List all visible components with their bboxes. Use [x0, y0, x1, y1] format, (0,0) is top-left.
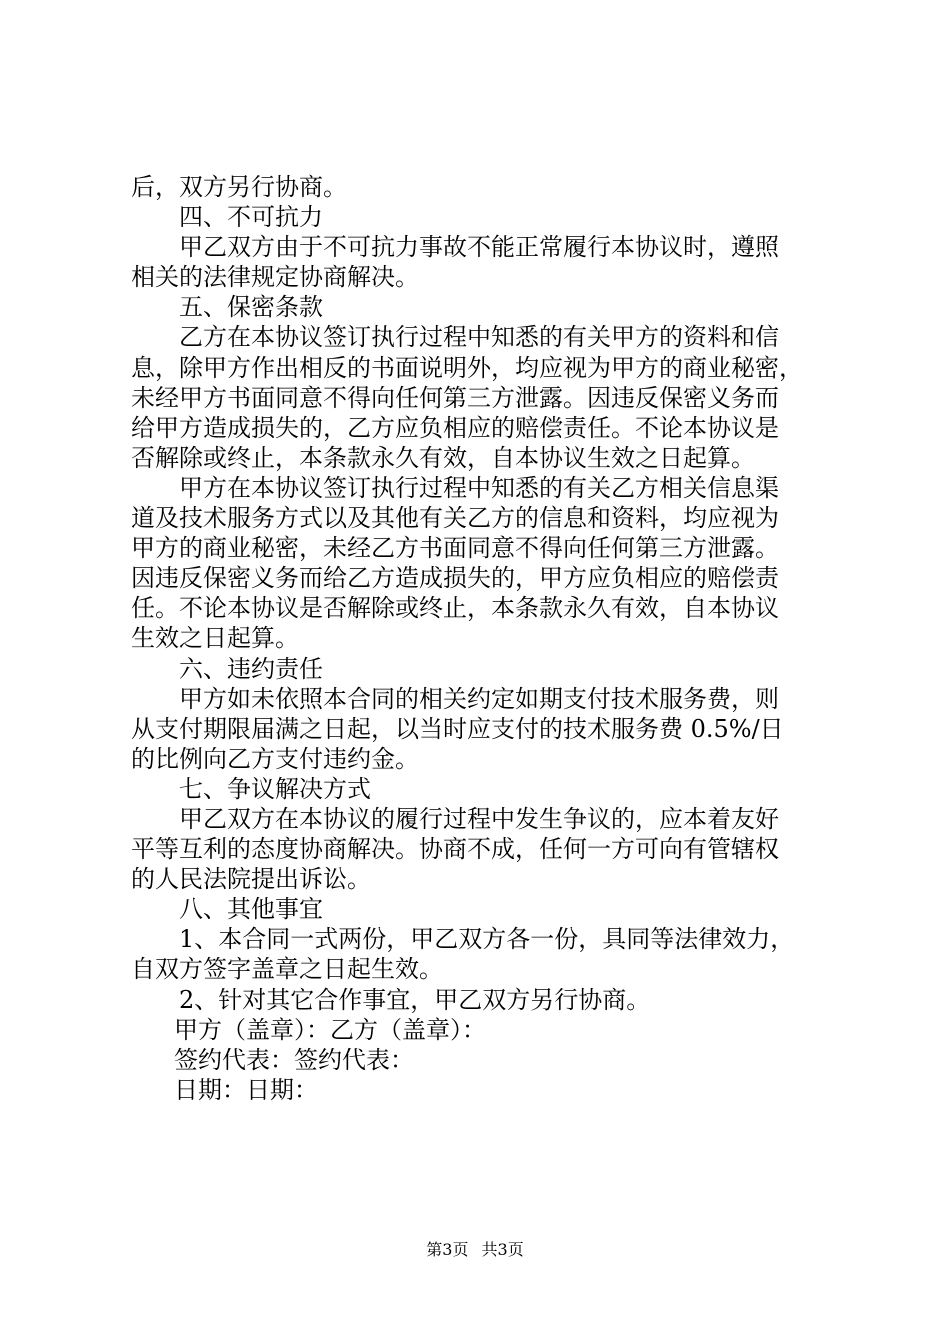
document-line: 签约代表：签约代表：	[174, 1045, 414, 1074]
document-line: 甲乙双方在本协议的履行过程中发生争议的，应本着友好	[179, 804, 779, 833]
document-line: 甲乙双方由于不可抗力事故不能正常履行本协议时，遵照	[179, 233, 779, 262]
document-line: 否解除或终止，本条款永久有效，自本协议生效之日起算。	[131, 443, 755, 472]
document-line: 七、争议解决方式	[179, 774, 371, 803]
document-line: 给甲方造成损失的，乙方应负相应的赔偿责任。不论本协议是	[131, 413, 779, 442]
document-line: 因违反保密义务而给乙方造成损失的，甲方应负相应的赔偿责	[131, 564, 779, 593]
document-line: 任。不论本协议是否解除或终止，本条款永久有效，自本协议	[131, 594, 779, 623]
document-line: 甲方的商业秘密，未经乙方书面同意不得向任何第三方泄露。	[131, 534, 779, 563]
document-line: 平等互利的态度协商解决。协商不成，任何一方可向有管辖权	[131, 835, 779, 864]
document-line: 日期：日期：	[174, 1075, 318, 1104]
document-line: 1、本合同一式两份，甲乙双方各一份，具同等法律效力，	[179, 925, 795, 954]
document-line: 后，双方另行协商。	[131, 173, 347, 201]
document-line: 息，除甲方作出相反的书面说明外，均应视为甲方的商业秘密，	[131, 353, 803, 382]
document-line: 道及技术服务方式以及其他有关乙方的信息和资料，均应视为	[131, 504, 779, 533]
document-line: 八、其他事宜	[179, 895, 323, 924]
document-line: 从支付期限届满之日起，以当时应支付的技术服务费 0.5%/日	[131, 714, 784, 743]
document-line: 甲方（盖章）：乙方（盖章）：	[174, 1015, 486, 1044]
document-line: 2、针对其它合作事宜，甲乙双方另行协商。	[179, 985, 651, 1014]
document-line: 甲方在本协议签订执行过程中知悉的有关乙方相关信息渠	[179, 473, 779, 502]
document-line: 生效之日起算。	[131, 624, 299, 653]
document-line: 四、不可抗力	[179, 203, 323, 232]
document-line: 未经甲方书面同意不得向任何第三方泄露。因违反保密义务而	[131, 383, 779, 412]
document-line: 乙方在本协议签订执行过程中知悉的有关甲方的资料和信	[179, 323, 779, 352]
page-footer	[0, 1240, 950, 1260]
document-line: 六、违约责任	[179, 654, 323, 683]
document-line: 自双方签字盖章之日起生效。	[131, 955, 443, 984]
document-line: 五、保密条款	[179, 293, 323, 322]
document-line: 相关的法律规定协商解决。	[131, 263, 419, 292]
document-line: 的人民法院提出诉讼。	[131, 865, 371, 894]
document-line: 的比例向乙方支付违约金。	[131, 744, 419, 773]
page-total: 共3页	[481, 1240, 524, 1259]
page-number: 第3页	[426, 1240, 469, 1259]
document-line: 甲方如未依照本合同的相关约定如期支付技术服务费，则	[179, 684, 779, 713]
document-body	[131, 172, 831, 1105]
